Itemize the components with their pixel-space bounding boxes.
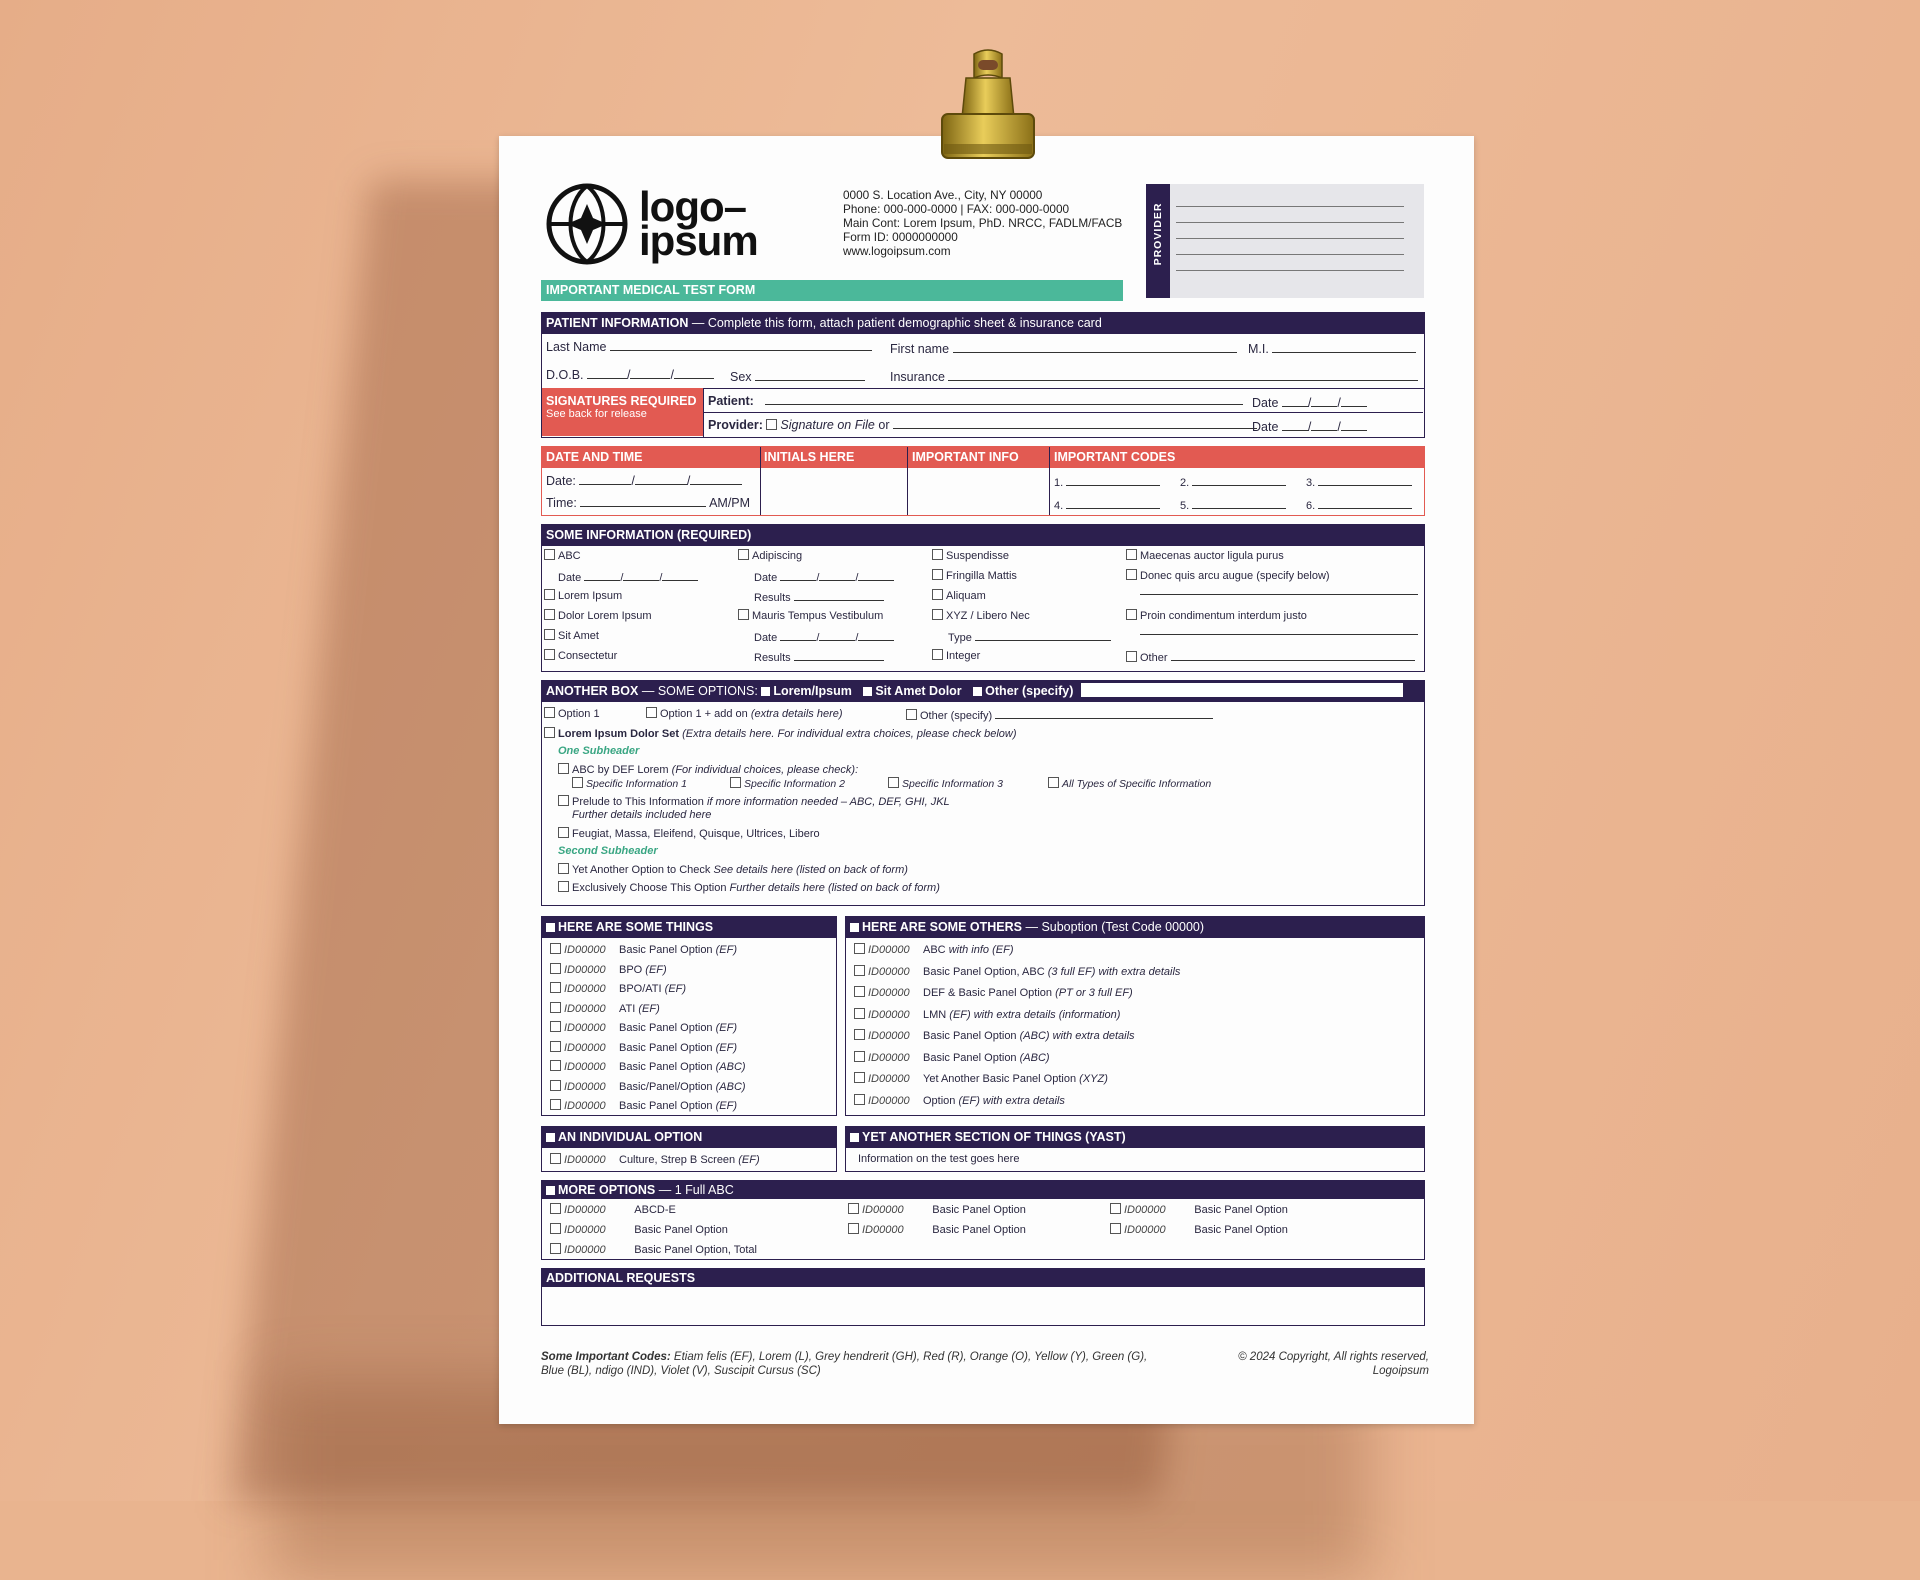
others-item[interactable]: ID00000 Option (EF) with extra details [854, 1094, 1065, 1107]
patient-information-section: PATIENT INFORMATION — Complete this form, attach patient demographic sheet & insurance card Last Name First name M.I. D.O.B. / / Sex Insurance SIGNATURES REQUIRED See back for release Patient: Date / / Provider: Signature on File or Date / / [541, 312, 1425, 438]
others-item[interactable]: ID00000 Yet Another Basic Panel Option (XYZ) [854, 1072, 1108, 1085]
provider-line[interactable] [1176, 270, 1404, 271]
others-item[interactable]: ID00000 Basic Panel Option, ABC (3 full EF) with extra details [854, 965, 1180, 978]
provider-signature-field[interactable] [893, 417, 1257, 429]
things-item[interactable]: ID00000 ATI (EF) [550, 1002, 660, 1015]
signature-on-file-checkbox[interactable] [766, 419, 777, 430]
things-item[interactable]: ID00000 BPO/ATI (EF) [550, 982, 686, 995]
signatures-required-label: SIGNATURES REQUIRED See back for release [542, 388, 703, 436]
first-name-field[interactable] [953, 341, 1237, 353]
form-title: IMPORTANT MEDICAL TEST FORM [541, 280, 1123, 301]
dob-year[interactable] [674, 367, 714, 379]
provider-box [1146, 184, 1424, 298]
others-item[interactable]: ID00000 ABC with info (EF) [854, 943, 1013, 956]
yast-section: YET ANOTHER SECTION OF THINGS (YAST) Information on the test goes here [845, 1126, 1425, 1172]
dob-month[interactable] [587, 367, 627, 379]
here-are-some-others-section: HERE ARE SOME OTHERS — Suboption (Test Code 00000) ID00000 ABC with info (EF) ID00000 Basic Panel Option, ABC (3 full EF) with extra details ID00000 DEF & Basic Panel Option (PT or 3 full EF) ID00000 LMN (EF) with extra details (information) ID00000 Basic Panel Option (ABC) with extra details ID00000 Basic Panel Option (ABC) ID00000 Yet Another Basic Panel Option (XYZ) ID00000 Option (EF) with extra details [845, 916, 1425, 1116]
additional-requests-section: ADDITIONAL REQUESTS [541, 1268, 1425, 1326]
here-are-some-things-section: HERE ARE SOME THINGS ID00000 Basic Panel Option (EF) ID00000 BPO (EF) ID00000 BPO/ATI (EF) ID00000 ATI (EF) ID00000 Basic Panel Option (EF) ID00000 Basic Panel Option (EF) ID00000 Basic Panel Option (ABC) ID00000 Basic/Panel/Option (ABC) ID00000 Basic Panel Option (EF) [541, 916, 837, 1116]
others-item[interactable]: ID00000 LMN (EF) with extra details (information) [854, 1008, 1120, 1021]
others-item[interactable]: ID00000 DEF & Basic Panel Option (PT or 3 full EF) [854, 986, 1133, 999]
things-item[interactable]: ID00000 Basic Panel Option (EF) [550, 1041, 737, 1054]
things-item[interactable]: ID00000 Basic Panel Option (EF) [550, 1021, 737, 1034]
provider-line[interactable] [1176, 254, 1404, 255]
provider-label: PROVIDER [1152, 202, 1164, 266]
provider-line[interactable] [1176, 206, 1404, 207]
other-specify-input[interactable] [1081, 683, 1403, 697]
clinic-address: 0000 S. Location Ave., City, NY 00000 Phone: 000-000-0000 | FAX: 000-000-0000 Main Cont: Lorem Ipsum, PhD. NRCC, FADLM/FACB Form ID: 0000000000 www.logoipsum.com [843, 188, 1123, 258]
date-time-section: DATE AND TIME INITIALS HERE IMPORTANT INFO IMPORTANT CODES Date: / / Time: AM/PM 1. 2. 3. 4. 5. 6. [541, 446, 1425, 516]
things-item[interactable]: ID00000 BPO (EF) [550, 963, 667, 976]
provider-line[interactable] [1176, 222, 1404, 223]
provider-line[interactable] [1176, 238, 1404, 239]
logo [545, 182, 758, 266]
last-name-field[interactable] [610, 339, 872, 351]
individual-option-section: AN INDIVIDUAL OPTION ID00000 Culture, Strep B Screen (EF) [541, 1126, 837, 1172]
others-item[interactable]: ID00000 Basic Panel Option (ABC) with extra details [854, 1029, 1135, 1042]
others-item[interactable]: ID00000 Basic Panel Option (ABC) [854, 1051, 1050, 1064]
things-item[interactable]: ID00000 Basic Panel Option (ABC) [550, 1060, 746, 1073]
another-box-section: ANOTHER BOX — SOME OPTIONS: Lorem/Ipsum Sit Amet Dolor Other (specify) Option 1 Option 1 + add on (extra details here) Other (specify) Lorem Ipsum Dolor Set (Extra details here. For individual extra choices, please check below) One Subheader ABC by DEF Lorem (For individual choices, please check): Specific Information 1 Specific Information 2 Specific Information 3 All Types of Specific Information Prelude to This Information if more information needed – ABC, DEF, GHI, JKL Further details included here Feugiat, Massa, Eleifend, Quisque, Ultrices, Libero Second Subheader Yet Another Option to Check See details here (listed on back of form) Exclusively Choose This Option Further details here (listed on back of form) [541, 680, 1425, 906]
patient-signature-field[interactable] [765, 393, 1243, 405]
form-paper: logo– ipsum 0000 S. Location Ave., City, NY 00000 Phone: 000-000-0000 | FAX: 000-000-0000 Main Cont: Lorem Ipsum, PhD. NRCC, FADLM/FACB Form ID: 0000000000 www.logoipsum.com PROVIDER IMPORTANT MEDICAL TEST FORM PATIENT INFORMATION — Complete this form, attach patient demographic sheet & insurance card Last Name First name M.I. D.O.B. / / Sex Insurance SIGNATURES REQUIRED See back for release Patient: Date / / Provider: Signature on File or Date / / DATE AND TIME INITIALS HERE IMPORTANT INFO IMPORTANT CODES Date: / / Time: AM/PM 1. 2. 3. 4. 5. 6. SOME INFORMATION (REQUIRED) ABC Date / / Lorem Ipsum Dolor Lorem Ipsum Sit Amet Consectetur Adipiscing Date / / Results Mauris Tempus Vestibulum Date / / Results Suspendisse Fringilla Mattis Aliquam XYZ / Libero Nec Type Integer Maecenas auctor ligula purus Donec quis arcu augue (specify below) Proin condimentum interdum justo Other ANOTHER BOX — SOME OPTIONS: Lorem/Ipsum Sit Amet Dolor Other (specify) Option 1 Option 1 + add on (extra details here) Other (specify) Lorem Ipsum Dolor Set (Extra details here. For individual extra choices, please check below) One Subheader ABC by DEF Lorem (For individual choices, please check): Specific Information 1 Specific Information 2 Specific Information 3 All Types of Specific Information Prelude to This Information if more information needed – ABC, DEF, GHI, JKL Further details included here Feugiat, Massa, Eleifend, Quisque, Ultrices, Libero Second Subheader Yet Another Option to Check See details here (listed on back of form) Exclusively Choose This Option Further details here (listed on back of form) HERE ARE SOME THINGS ID00000 Basic Panel Option (EF) ID00000 BPO (EF) ID00000 BPO/ATI (EF) ID00000 ATI (EF) ID00000 Basic Panel Option (EF) ID00000 Basic Panel Option (EF) ID00000 Basic Panel Option (ABC) ID00000 Basic/Panel/Option (ABC) ID00000 Basic Panel Option (EF) HERE ARE SOME OTHERS — Suboption (Test Code 00000) ID00000 ABC with info (EF) ID00000 Basic Panel Option, ABC (3 full EF) with extra details ID00000 DEF & Basic Panel Option (PT or 3 full EF) ID00000 LMN (EF) with extra details (information) ID00000 Basic Panel Option (ABC) with extra details ID00000 Basic Panel Option (ABC) ID00000 Yet Another Basic Panel Option (XYZ) ID00000 Option (EF) with extra details AN INDIVIDUAL OPTION ID00000 Culture, Strep B Screen (EF) YET ANOTHER SECTION OF THINGS (YAST) Information on the test goes here MORE OPTIONS — 1 Full ABC ID00000 ABCD-E ID00000 Basic Panel Option ID00000 Basic Panel Option, Total ID00000 Basic Panel Option ID00000 Basic Panel Option ID00000 Basic Panel Option ID00000 Basic Panel Option ADDITIONAL REQUESTS Some Important Codes: Etiam felis (EF), Lorem (L), Grey hendrerit (GH), Red (R), Orange (O), Yellow (Y), Green (G), Blue (BL), ndigo (IND), Violet (V), Suscipit Cursus (SC) © 2024 Copyright, All rights reserved, Logoipsum [499, 136, 1474, 1424]
additional-requests-field[interactable] [542, 1289, 1422, 1323]
some-information-section: SOME INFORMATION (REQUIRED) ABC Date / / Lorem Ipsum Dolor Lorem Ipsum Sit Amet Consectetur Adipiscing Date / / Results Mauris Tempus Vestibulum Date / / Results Suspendisse Fringilla Mattis Aliquam XYZ / Libero Nec Type Integer Maecenas auctor ligula purus Donec quis arcu augue (specify below) Proin condimentum interdum justo Other [541, 524, 1425, 672]
binder-clip-icon [930, 48, 1046, 166]
globe-logo-icon [545, 182, 629, 266]
logo-text: logo– ipsum [639, 183, 758, 264]
things-item[interactable]: ID00000 Basic/Panel/Option (ABC) [550, 1080, 746, 1093]
sex-field[interactable] [755, 369, 865, 381]
time-field[interactable] [580, 495, 706, 507]
mi-field[interactable] [1272, 341, 1416, 353]
insurance-field[interactable] [948, 369, 1418, 381]
dob-day[interactable] [630, 367, 670, 379]
form-header [541, 182, 1429, 297]
more-options-section: MORE OPTIONS — 1 Full ABC ID00000 ABCD-E ID00000 Basic Panel Option ID00000 Basic Panel Option, Total ID00000 Basic Panel Option ID00000 Basic Panel Option ID00000 Basic Panel Option ID00000 Basic Panel Option [541, 1180, 1425, 1260]
things-item[interactable]: ID00000 Basic Panel Option (EF) [550, 943, 737, 956]
things-item[interactable]: ID00000 Basic Panel Option (EF) [550, 1099, 737, 1112]
